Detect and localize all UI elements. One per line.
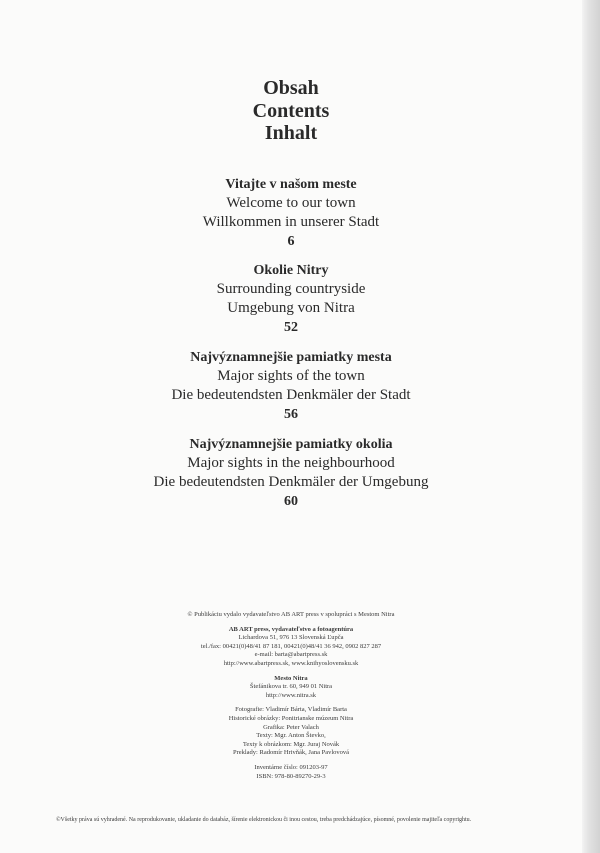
entry-title-sk: Vitajte v našom meste bbox=[225, 177, 357, 192]
entry-title-sk: Najvýznamnejšie pamiatky mesta bbox=[190, 350, 392, 365]
ab-art-web: http://www.abartpress.sk, www.knihyoslovensku.sk bbox=[223, 659, 359, 667]
toc-entry-4 bbox=[0, 436, 582, 511]
ab-art-address: Lichardova 51, 976 13 Slovenská Ľupča bbox=[238, 634, 344, 642]
heading-title: Obsah bbox=[263, 77, 319, 99]
heading-english: Contents bbox=[252, 100, 330, 122]
credit-historical: Historické obrázky: Ponitrianske múzeum Nitra bbox=[228, 714, 354, 722]
entry-title-en: Surrounding countryside bbox=[216, 281, 366, 297]
credit-photos: Fotografie: Vladimír Bárta, Vladimír Barta bbox=[235, 706, 347, 714]
ab-art-name: AB ART press, vydavateľstvo a fotoagentúra bbox=[228, 625, 354, 633]
page-edge-shadow bbox=[582, 0, 600, 853]
entry-title-en: Welcome to our town bbox=[226, 195, 356, 211]
contents-heading bbox=[0, 76, 582, 144]
entry-title-sk: Okolie Nitry bbox=[253, 263, 329, 278]
copyright-notice: ©Všetky práva sú vyhradené. Na reprodukovanie, ukladanie do databáz, šírenie elektronickou či inou cestou, treba predchádzajúce, písomné, povolenie majiteľa copyrightu. bbox=[56, 817, 472, 823]
entry-title-de: Die bedeutendsten Denkmäler der Umgebung bbox=[153, 474, 429, 490]
toc-entry-3 bbox=[0, 349, 582, 424]
entry-title-de: Willkommen in unserer Stadt bbox=[202, 214, 380, 230]
mesto-web: http://www.nitra.sk bbox=[265, 691, 317, 699]
toc-entry-1 bbox=[0, 176, 582, 251]
publisher-note: © Publikáciu vydalo vydavateľstvo AB ART press v spolupráci s Mestom Nitra bbox=[187, 611, 395, 618]
heading-german: Inhalt bbox=[264, 122, 318, 144]
entry-title-en: Major sights in the neighbourhood bbox=[187, 455, 395, 471]
mesto-name: Mesto Nitra bbox=[274, 674, 308, 682]
credit-captions: Texty k obrázkom: Mgr. Juraj Novák bbox=[242, 740, 340, 748]
credit-translations: Preklady: Radomír Hrivňák, Jana Pavlovová bbox=[232, 749, 350, 757]
entry-page-number: 56 bbox=[284, 407, 298, 422]
entry-page-number: 6 bbox=[287, 234, 295, 249]
ab-art-email: e-mail: barta@abartpress.sk bbox=[254, 651, 328, 659]
credit-texts: Texty: Mgr. Anton Števko, bbox=[256, 732, 326, 740]
entry-title-sk: Najvýznamnejšie pamiatky okolia bbox=[189, 437, 393, 452]
isbn: ISBN: 978-80-89270-29-3 bbox=[256, 772, 326, 780]
entry-title-de: Die bedeutendsten Denkmäler der Stadt bbox=[171, 387, 411, 403]
entry-title-de: Umgebung von Nitra bbox=[227, 300, 355, 316]
ab-art-phone: tel./fax: 00421(0)48/41 87 181, 00421(0)48/41 36 942, 0902 827 287 bbox=[200, 642, 382, 650]
toc-entry-2 bbox=[0, 262, 582, 337]
mesto-address: Štefánikova tr. 60, 949 01 Nitra bbox=[249, 683, 333, 691]
entry-title-en: Major sights of the town bbox=[217, 368, 365, 384]
credit-graphics: Grafika: Peter Valach bbox=[263, 723, 319, 731]
inventory-number: Inventárne číslo: 091203-97 bbox=[254, 763, 328, 771]
entry-page-number: 60 bbox=[284, 494, 298, 509]
entry-page-number: 52 bbox=[284, 320, 298, 335]
imprint bbox=[0, 611, 582, 781]
